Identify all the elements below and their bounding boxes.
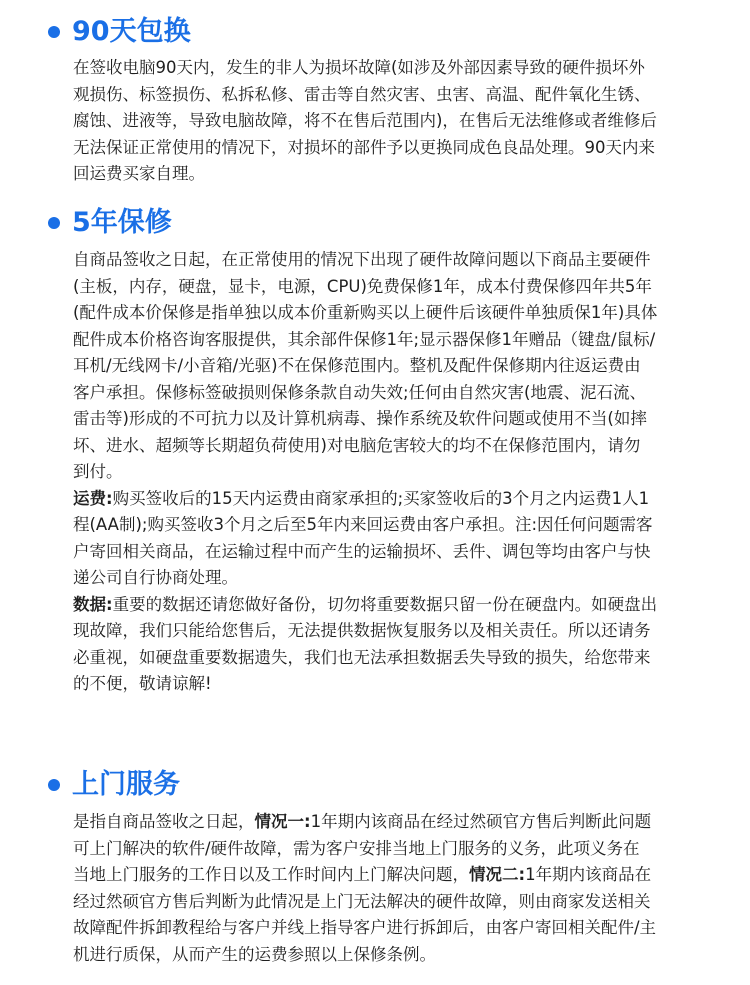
- section-body: [73, 55, 723, 188]
- data-note-line: 现故障，我们只能给您售后，无法提供数据恢复服务以及相关责任。所以还请务: [73, 621, 651, 640]
- body-line: 腐蚀、进液等，导致电脑故障，将不在售后范围内)，在售后无法维修或者维修后: [73, 111, 657, 130]
- bullet-dot-icon: [48, 26, 60, 38]
- data-note-label: 数据:: [73, 594, 113, 614]
- body-line: 经过然硕官方售后判断为此情况是上门无法解决的硬件故障，则由商家发送相关: [73, 891, 651, 911]
- body-line: 可上门解决的软件/硬件故障，需为客户安排当地上门服务的义务，此项义务在: [73, 838, 640, 858]
- section-90-day-exchange: [0, 12, 750, 188]
- section-heading: [0, 765, 750, 805]
- freight-line: 户寄回相关商品，在运输过程中而产生的运输损坏、丢件、调包等均由客户与快: [73, 541, 651, 561]
- section-heading: [0, 203, 750, 243]
- body-line: 坏、进水、超频等长期超负荷使用)对电脑危害较大的均不在保修范围内，请勿: [73, 435, 641, 455]
- body-line: 到付。: [73, 462, 123, 481]
- section-5-year-warranty: [0, 203, 750, 698]
- case-one-label: 情况一:: [254, 812, 311, 831]
- body-line: 无法保证正常使用的情况下，对损坏的部件予以更换同成色良品处理。90天内来: [73, 137, 655, 157]
- body-line: 故障配件拆卸教程给与客户并线上指导客户进行拆卸后，由客户寄回相关配件/主: [73, 918, 657, 937]
- body-line: 自商品签收之日起，在正常使用的情况下出现了硬件故障问题以下商品主要硬件: [73, 250, 651, 269]
- body-line: [73, 862, 723, 889]
- data-note-line: [73, 592, 723, 619]
- section-title: 5年保修: [72, 207, 172, 238]
- body-text: 当地上门服务的工作日以及工作时间内上门解决问题，: [73, 865, 469, 884]
- body-line: 在签收电脑90天内，发生的非人为损坏故障(如涉及外部因素导致的硬件损坏外: [73, 58, 645, 77]
- section-body: [73, 247, 723, 698]
- section-body: [73, 809, 723, 968]
- bullet-dot-icon: [48, 217, 60, 229]
- body-line: 客户承担。保修标签破损则保修条款自动失效;任何由自然灾害(地震、泥石流、: [73, 382, 646, 402]
- body-text: 1年期内该商品在: [525, 865, 652, 884]
- body-text: 1年期内该商品在经过然硕官方售后判断此问题: [310, 812, 652, 831]
- section-heading: [0, 12, 750, 52]
- freight-line: [73, 486, 723, 513]
- body-line: (主板，内存，硬盘，显卡，电源，CPU)免费保修1年，成本付费保修四年共5年: [73, 276, 652, 296]
- body-line: (配件成本价保修是指单独以成本价重新购买以上硬件后该硬件单独质保1年)具体: [73, 303, 658, 322]
- body-line: 观损伤、标签损伤、私拆私修、雷击等自然灾害、虫害、高温、配件氧化生锈、: [73, 84, 651, 104]
- data-note-line: 的不便，敬请谅解!: [73, 674, 212, 693]
- freight-label: 运费:: [73, 488, 113, 508]
- freight-text: 购买签收后的15天内运费由商家承担的;买家签收后的3个月之内运费1人1: [112, 488, 650, 508]
- section-title: 90天包换: [72, 16, 191, 47]
- body-line: 回运费买家自理。: [73, 164, 205, 183]
- body-line: 雷击等)形成的不可抗力以及计算机病毒、操作系统及软件问题或使用不当(如摔: [73, 409, 647, 428]
- bullet-dot-icon: [48, 779, 60, 791]
- section-onsite-service: [0, 765, 750, 968]
- freight-line: 程(AA制);购买签收3个月之后至5年内来回运费由客户承担。注:因任何问题需客: [73, 515, 653, 534]
- body-line: 耳机/无线网卡/小音箱/光驱)不在保修范围内。整机及配件保修期内往返运费由: [73, 356, 641, 375]
- body-line: 配件成本价格咨询客服提供，其余部件保修1年;显示器保修1年赠品（键盘/鼠标/: [73, 329, 656, 349]
- section-title: 上门服务: [72, 769, 180, 800]
- case-two-label: 情况二:: [469, 865, 526, 884]
- body-line: [73, 809, 723, 836]
- body-text: 是指自商品签收之日起，: [73, 812, 255, 831]
- freight-line: 递公司自行协商处理。: [73, 568, 238, 587]
- data-note-line: 必重视，如硬盘重要数据遗失，我们也无法承担数据丢失导致的损失，给您带来: [73, 647, 651, 667]
- body-line: 机进行质保，从而产生的运费参照以上保修条例。: [73, 944, 436, 964]
- data-note-text: 重要的数据还请您做好备份，切勿将重要数据只留一份在硬盘内。如硬盘出: [112, 594, 658, 614]
